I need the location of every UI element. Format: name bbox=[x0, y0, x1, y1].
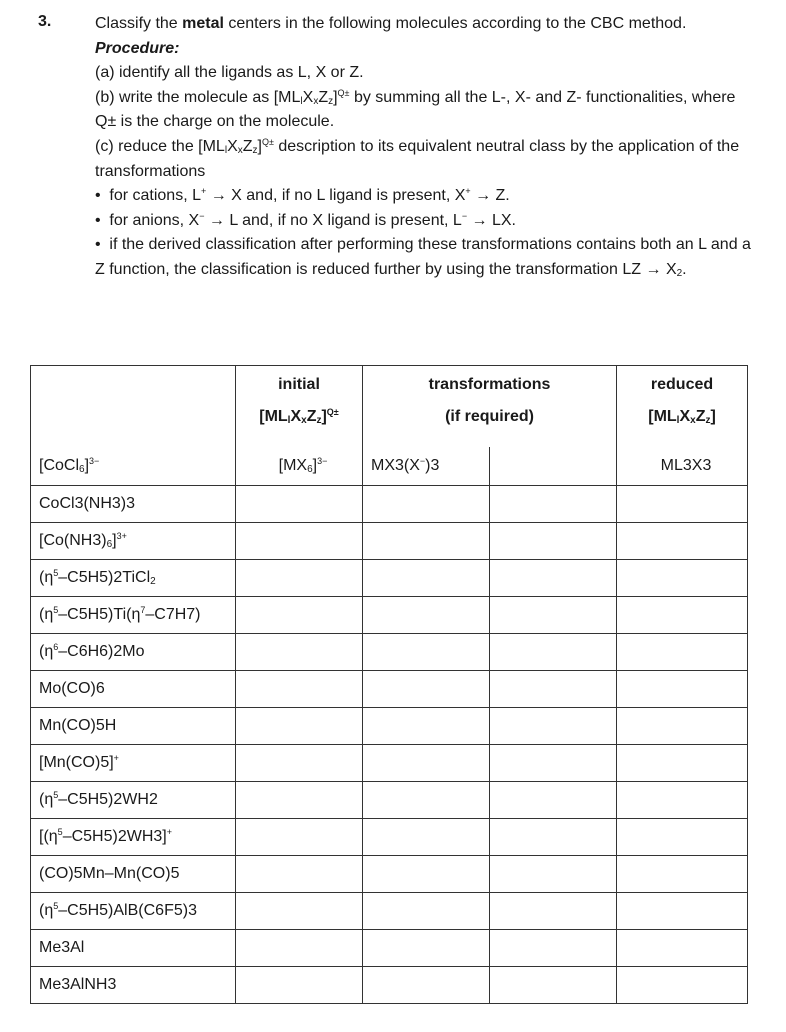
molecule-formula-part: ] bbox=[84, 457, 90, 474]
molecule-formula-part: (η bbox=[39, 606, 54, 623]
molecule-cell bbox=[31, 745, 236, 782]
bullet-anions: • for anions, X− → L and, if no X ligand is present, L− → LX. bbox=[95, 209, 760, 234]
molecule-cell bbox=[31, 597, 236, 634]
header-reduced-formula: $[ML_lX_xZ_z]$ bbox=[648, 408, 716, 426]
molecule-charge: 3− bbox=[89, 456, 100, 466]
procedure-label: Procedure: bbox=[95, 39, 180, 57]
transformation-cell-2[interactable] bbox=[490, 967, 617, 1004]
molecule-formula-part: CoCl3(NH3)3 bbox=[39, 495, 136, 512]
table-row bbox=[31, 560, 748, 597]
transformation-cell[interactable] bbox=[363, 671, 490, 708]
transformation-cell-2[interactable] bbox=[490, 486, 617, 523]
molecule-formula-part: Mo(CO)6 bbox=[39, 680, 105, 697]
reduced-cell[interactable] bbox=[617, 782, 748, 819]
table-row bbox=[31, 819, 748, 856]
table-row bbox=[31, 486, 748, 523]
table-row bbox=[31, 782, 748, 819]
transformation-cell-2[interactable] bbox=[490, 819, 617, 856]
reduced-cell[interactable] bbox=[617, 634, 748, 671]
step-b: (b) write the molecule as $[ML_lX_xZ_z]^{Q\pm}$ by summing all the L-, X- and Z- functionalities, where Q± is the charge on the molecule. bbox=[95, 87, 736, 131]
molecule-formula-part: Mn(CO)5H bbox=[39, 717, 117, 734]
transformation-cell-2[interactable] bbox=[490, 447, 617, 486]
reduced-cell: ML3X3 bbox=[617, 447, 748, 486]
initial-cell[interactable] bbox=[236, 708, 363, 745]
bullet-lz-reduction: • if the derived classification after performing these transformations contains both an L and a Z function, the classification is reduced further by using the transformation LZ → $X_2$. bbox=[95, 233, 760, 282]
molecule-formula-part: –C7H7) bbox=[145, 606, 201, 623]
molecule-cell bbox=[31, 634, 236, 671]
molecule-formula-part: [CoCl bbox=[39, 457, 80, 474]
transformation-cell[interactable] bbox=[363, 597, 490, 634]
transformation-cell-2[interactable] bbox=[490, 523, 617, 560]
molecule-formula-part: –C5H5)2TiCl bbox=[58, 569, 151, 586]
table-row bbox=[31, 597, 748, 634]
table-row bbox=[31, 634, 748, 671]
initial-cell[interactable] bbox=[236, 486, 363, 523]
molecule-cell bbox=[31, 782, 236, 819]
initial-cell[interactable] bbox=[236, 967, 363, 1004]
molecule-hapticity: 5 bbox=[53, 790, 59, 800]
transformation-cell[interactable] bbox=[363, 967, 490, 1004]
reduced-cell[interactable] bbox=[617, 967, 748, 1004]
step-a: (a) identify all the ligands as L, X or Z. bbox=[95, 64, 364, 82]
molecule-subscript: 2 bbox=[150, 576, 156, 587]
header-transformations: transformations (if required) bbox=[363, 366, 617, 448]
reduced-cell[interactable] bbox=[617, 523, 748, 560]
molecule-subscript: 6 bbox=[79, 464, 85, 475]
molecule-charge: + bbox=[113, 753, 119, 763]
transformation-cell-2[interactable] bbox=[490, 671, 617, 708]
molecule-hapticity: 6 bbox=[53, 642, 59, 652]
reduced-cell[interactable] bbox=[617, 893, 748, 930]
question-number: 3. bbox=[38, 13, 52, 30]
table-row bbox=[31, 856, 748, 893]
reduced-cell[interactable] bbox=[617, 708, 748, 745]
table-row bbox=[31, 523, 748, 560]
molecule-formula-part: –C5H5)2WH2 bbox=[58, 791, 158, 808]
molecule-formula-part: –C5H5)2WH3] bbox=[62, 828, 167, 845]
transformation-cell[interactable] bbox=[363, 634, 490, 671]
molecule-hapticity: 5 bbox=[53, 901, 59, 911]
molecule-formula-part: ] bbox=[112, 532, 117, 549]
table-row bbox=[31, 671, 748, 708]
transformation-cell[interactable] bbox=[363, 819, 490, 856]
molecule-charge: 3+ bbox=[116, 531, 127, 541]
molecule-formula-part: Me3AlNH3 bbox=[39, 976, 117, 993]
molecule-formula-part: (η bbox=[39, 902, 54, 919]
molecule-formula-part: [Mn(CO)5] bbox=[39, 754, 114, 771]
reduced-cell[interactable] bbox=[617, 819, 748, 856]
reduced-cell[interactable] bbox=[617, 745, 748, 782]
transformation-cell: MX3(X−)3 bbox=[363, 447, 490, 486]
transformation-cell-2[interactable] bbox=[490, 745, 617, 782]
transformation-cell[interactable] bbox=[363, 930, 490, 967]
initial-cell[interactable] bbox=[236, 782, 363, 819]
molecule-formula-part: (η bbox=[39, 791, 54, 808]
table-row bbox=[31, 967, 748, 1004]
bullet-icon: • bbox=[95, 236, 101, 254]
molecule-hapticity: 5 bbox=[53, 568, 59, 578]
reduced-cell[interactable] bbox=[617, 930, 748, 967]
initial-cell[interactable] bbox=[236, 819, 363, 856]
transformation-cell[interactable] bbox=[363, 893, 490, 930]
header-reduced: reduced $[ML_lX_xZ_z]$ bbox=[617, 366, 748, 448]
molecule-cell bbox=[31, 930, 236, 967]
transformation-cell-2[interactable] bbox=[490, 856, 617, 893]
initial-cell[interactable] bbox=[236, 856, 363, 893]
bullet-icon: • bbox=[95, 211, 101, 229]
question-body bbox=[95, 12, 760, 283]
initial-cell[interactable] bbox=[236, 560, 363, 597]
step-c: (c) reduce the $[ML_lX_xZ_z]^{Q\pm}$ description to its equivalent neutral class by the application of the transformations bbox=[95, 136, 740, 180]
bullet-cations: • for cations, L+ → X and, if no L ligand is present, X+ → Z. bbox=[95, 184, 760, 209]
bullet-icon: • bbox=[95, 187, 101, 205]
molecule-cell bbox=[31, 560, 236, 597]
molecule-hapticity: 5 bbox=[57, 827, 63, 837]
reduced-cell[interactable] bbox=[617, 486, 748, 523]
header-molecule bbox=[31, 366, 236, 448]
table-row bbox=[31, 893, 748, 930]
molecule-cell bbox=[31, 893, 236, 930]
reduced-cell[interactable] bbox=[617, 671, 748, 708]
molecule-formula-part: [(η bbox=[39, 828, 58, 845]
transformation-cell[interactable] bbox=[363, 486, 490, 523]
transformation-cell[interactable] bbox=[363, 782, 490, 819]
initial-cell[interactable] bbox=[236, 671, 363, 708]
reduced-cell[interactable] bbox=[617, 560, 748, 597]
transformation-cell[interactable] bbox=[363, 523, 490, 560]
reduced-cell[interactable] bbox=[617, 856, 748, 893]
transformation-cell[interactable] bbox=[363, 708, 490, 745]
molecule-cell bbox=[31, 967, 236, 1004]
cbc-classification-table bbox=[30, 365, 748, 1004]
transformation-cell-2[interactable] bbox=[490, 597, 617, 634]
molecule-subscript: 6 bbox=[106, 539, 113, 550]
molecule-formula-part: (CO)5Mn–Mn(CO)5 bbox=[39, 865, 180, 882]
initial-cell[interactable] bbox=[236, 634, 363, 671]
molecule-cell bbox=[31, 486, 236, 523]
initial-cell[interactable] bbox=[236, 523, 363, 560]
molecule-cell bbox=[31, 708, 236, 745]
question-intro: Classify the metal centers in the following molecules according to the CBC method. bbox=[95, 15, 687, 32]
table-body bbox=[31, 447, 748, 1004]
molecule-cell bbox=[31, 671, 236, 708]
table-header-row bbox=[31, 366, 748, 448]
molecule-formula-part: [Co(NH3) bbox=[39, 532, 107, 549]
molecule-formula-part: –C5H5)AlB(C6F5)3 bbox=[58, 902, 197, 919]
transformation-cell-2[interactable] bbox=[490, 782, 617, 819]
table-row bbox=[31, 930, 748, 967]
table-row bbox=[31, 745, 748, 782]
transformation-cell-2[interactable] bbox=[490, 893, 617, 930]
intro-bold-metal: metal bbox=[182, 15, 224, 32]
transformation-cell-2[interactable] bbox=[490, 560, 617, 597]
molecule-formula-part: –C6H6)2Mo bbox=[58, 643, 145, 660]
molecule-formula-part: Me3Al bbox=[39, 939, 85, 956]
molecule-superscript: + bbox=[166, 827, 172, 837]
molecule-hapticity: 5 bbox=[53, 605, 59, 615]
reduced-cell[interactable] bbox=[617, 597, 748, 634]
transformation-cell[interactable] bbox=[363, 856, 490, 893]
molecule-formula-part: (η bbox=[39, 569, 54, 586]
molecule-cell bbox=[31, 447, 236, 486]
table-row bbox=[31, 447, 748, 486]
initial-cell[interactable] bbox=[236, 893, 363, 930]
transformation-cell[interactable] bbox=[363, 745, 490, 782]
molecule-formula-part: –C5H5)Ti(η bbox=[58, 606, 141, 623]
transformation-cell-2[interactable] bbox=[490, 930, 617, 967]
molecule-cell bbox=[31, 856, 236, 893]
molecule-cell bbox=[31, 819, 236, 856]
molecule-cell bbox=[31, 523, 236, 560]
table-row bbox=[31, 708, 748, 745]
molecule-formula-part: (η bbox=[39, 643, 54, 660]
transformation-cell-2[interactable] bbox=[490, 708, 617, 745]
initial-cell[interactable] bbox=[236, 745, 363, 782]
initial-cell[interactable] bbox=[236, 597, 363, 634]
initial-cell[interactable] bbox=[236, 930, 363, 967]
transformation-cell-2[interactable] bbox=[490, 634, 617, 671]
transformation-cell[interactable] bbox=[363, 560, 490, 597]
molecule-superscript: 7 bbox=[140, 605, 146, 615]
initial-cell: $[MX_6]^{3-}$ bbox=[236, 447, 363, 486]
header-initial-formula: $[ML_lX_xZ_z]^{Q\pm}$ bbox=[259, 407, 339, 426]
header-initial: initial $[ML_lX_xZ_z]^{Q\pm}$ bbox=[236, 366, 363, 448]
